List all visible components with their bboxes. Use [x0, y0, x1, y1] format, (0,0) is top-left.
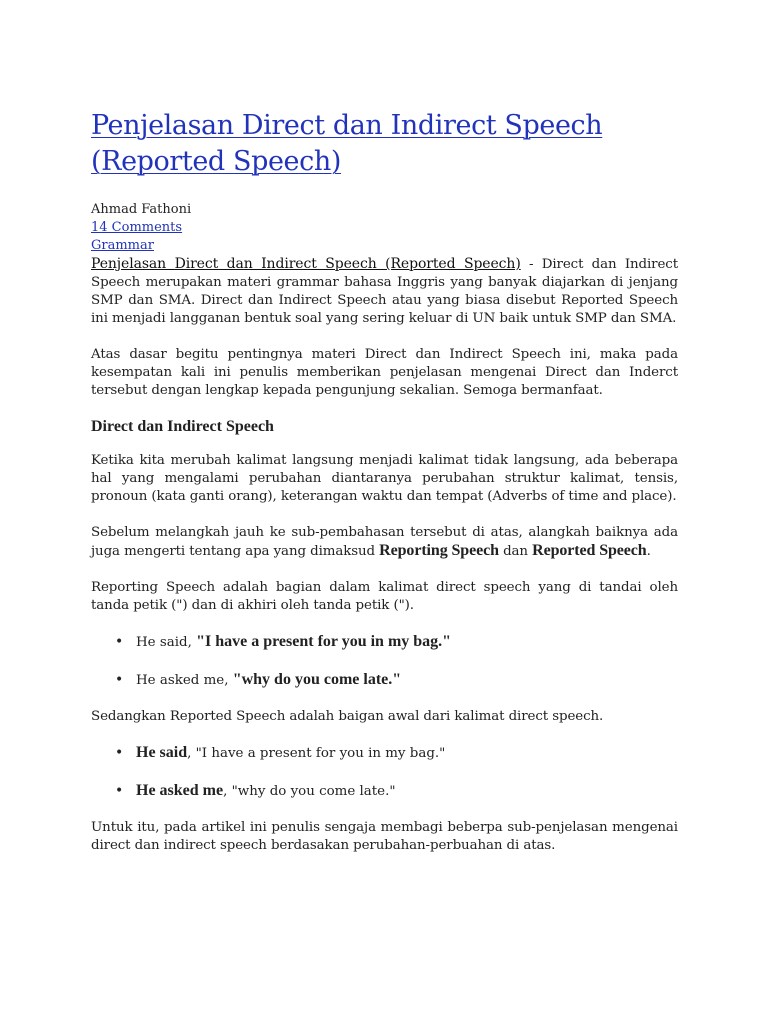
list-item — [136, 744, 678, 763]
example-quote: "why do you come late." — [232, 671, 402, 688]
title-line-1: Penjelasan Direct dan Indirect Speech — [91, 110, 603, 141]
example-rest: , "why do you come late." — [223, 784, 396, 799]
example-lead: He said — [136, 744, 188, 761]
paragraph-4-text-c: dan — [498, 544, 533, 559]
paragraph-7: Untuk itu, pada artikel ini penulis sengaja membagi beberpa sub-penjelasan mengenai direct dan indirect speech berdasakan perubahan-perbuahan di atas. — [91, 820, 678, 853]
example-lead: He asked me — [136, 782, 224, 799]
article-title-link[interactable] — [91, 110, 602, 177]
intro-paragraph — [91, 255, 678, 328]
section-heading: Direct dan Indirect Speech — [91, 418, 274, 435]
term-reported-speech: Reported Speech — [532, 542, 647, 559]
paragraph-6: Sedangkan Reported Speech adalah baigan awal dari kalimat direct speech. — [91, 709, 604, 724]
paragraph-4-text-e: . — [646, 544, 651, 559]
paragraph-4 — [91, 524, 678, 561]
example-quote: "I have a present for you in my bag." — [196, 633, 452, 650]
list-item — [136, 671, 678, 690]
example-lead: He said, — [136, 635, 197, 650]
list-item — [136, 782, 678, 801]
term-reporting-speech: Reporting Speech — [379, 542, 499, 559]
intro-title-link[interactable]: Penjelasan Direct dan Indirect Speech (Reported Speech) — [91, 256, 521, 272]
title-line-2: (Reported Speech) — [91, 146, 341, 177]
example-rest: , "I have a present for you in my bag." — [187, 746, 446, 761]
reporting-speech-examples — [91, 633, 678, 690]
paragraph-3: Ketika kita merubah kalimat langsung menjadi kalimat tidak langsung, ada beberapa hal yang mengalami perubahan diantaranya perubahan struktur kalimat, tensis, pronoun (kata ganti orang), keterangan waktu dan tempat (Adverbs of time and place). — [91, 453, 678, 504]
example-lead: He asked me, — [136, 673, 233, 688]
comments-link[interactable]: 14 Comments — [91, 220, 183, 235]
author-name: Ahmad Fathoni — [91, 202, 192, 217]
article-meta — [91, 201, 678, 255]
paragraph-5: Reporting Speech adalah bagian dalam kalimat direct speech yang di tandai oleh tanda petik (") dan di akhiri oleh tanda petik ("). — [91, 580, 678, 613]
paragraph-4-text-a: Sebelum melangkah jauh ke sub-pembahasan tersebut di atas, alangkah baiknya ada juga mengerti tentang apa yang dimaksud — [91, 525, 678, 559]
article-title — [91, 108, 678, 180]
intro-text: - Direct dan Indirect Speech merupakan materi grammar bahasa Inggris yang banyak diajarkan di jenjang SMP dan SMA. Direct dan Indirect Speech atau yang biasa disebut Reported Speech ini menjadi langganan bentuk soal yang sering keluar di UN baik untuk SMP dan SMA. — [91, 257, 678, 326]
list-item — [136, 633, 678, 652]
paragraph-2: Atas dasar begitu pentingnya materi Direct dan Indirect Speech ini, maka pada kesempatan kali ini penulis memberikan penjelasan mengenai Direct dan Inderct tersebut dengan lengkap kepada pengunjung sekalian. Semoga bermanfaat. — [91, 347, 678, 398]
reported-speech-examples — [91, 744, 678, 801]
category-link[interactable]: Grammar — [91, 238, 154, 253]
